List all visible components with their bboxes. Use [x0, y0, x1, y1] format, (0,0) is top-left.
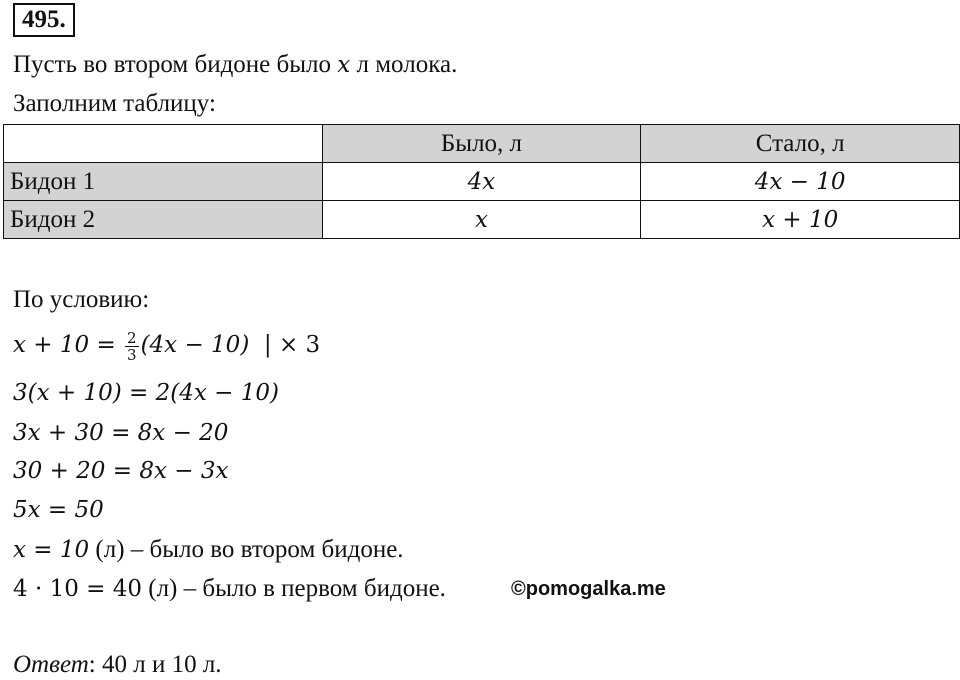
table-row: [4, 201, 960, 239]
intro-text-a: Пусть во втором бидоне было: [13, 51, 338, 78]
intro-line-1: [13, 50, 457, 80]
equation-6-text: (л) – было во втором бидоне.: [89, 536, 404, 563]
intro-text-b: л молока.: [350, 51, 458, 78]
table-header-row: [4, 125, 960, 163]
table-header-was: Было, л: [322, 125, 641, 163]
watermark: ©pomogalka.me: [511, 578, 666, 600]
equation-1-left: x + 10 =: [13, 332, 124, 359]
table-header-empty: [4, 125, 323, 163]
table-cell-was: 4x: [322, 163, 641, 201]
table-row: [4, 163, 960, 201]
equation-1-right: (4x − 10): [140, 332, 250, 359]
problem-number: 495.: [13, 3, 75, 37]
answer-label: Ответ: [13, 651, 89, 678]
equation-1: [13, 330, 320, 363]
equation-2: 3(x + 10) = 2(4x − 10): [13, 380, 279, 406]
data-table: [3, 124, 960, 239]
condition-label: По условию:: [13, 286, 150, 313]
intro-variable: x: [337, 52, 351, 78]
equation-6: [13, 535, 404, 565]
table-header-became: Стало, л: [641, 125, 960, 163]
answer-text: : 40 л и 10 л.: [88, 651, 222, 678]
table-cell-became: x + 10: [641, 201, 960, 239]
answer-line: [13, 650, 222, 680]
equation-4: 30 + 20 = 8x − 3x: [13, 458, 229, 484]
fraction-numerator: 2: [127, 329, 137, 347]
table-row-label: Бидон 2: [4, 201, 323, 239]
fraction-denominator: 3: [127, 346, 137, 364]
intro-line-2: Заполним таблицу:: [13, 90, 216, 117]
table-row-label: Бидон 1: [4, 163, 323, 201]
equation-7: [13, 574, 446, 604]
equation-7-text: (л) – было в первом бидоне.: [142, 575, 446, 602]
fraction: [125, 330, 139, 363]
equation-3: 3x + 30 = 8x − 20: [13, 420, 229, 446]
equation-5: 5x = 50: [13, 497, 104, 523]
equation-6-math: x = 10: [13, 537, 90, 563]
equation-7-math: 4 · 10 = 40: [13, 576, 142, 602]
equation-1-multiplier: | × 3: [249, 332, 321, 359]
table-cell-was: x: [322, 201, 641, 239]
table-cell-became: 4x − 10: [641, 163, 960, 201]
